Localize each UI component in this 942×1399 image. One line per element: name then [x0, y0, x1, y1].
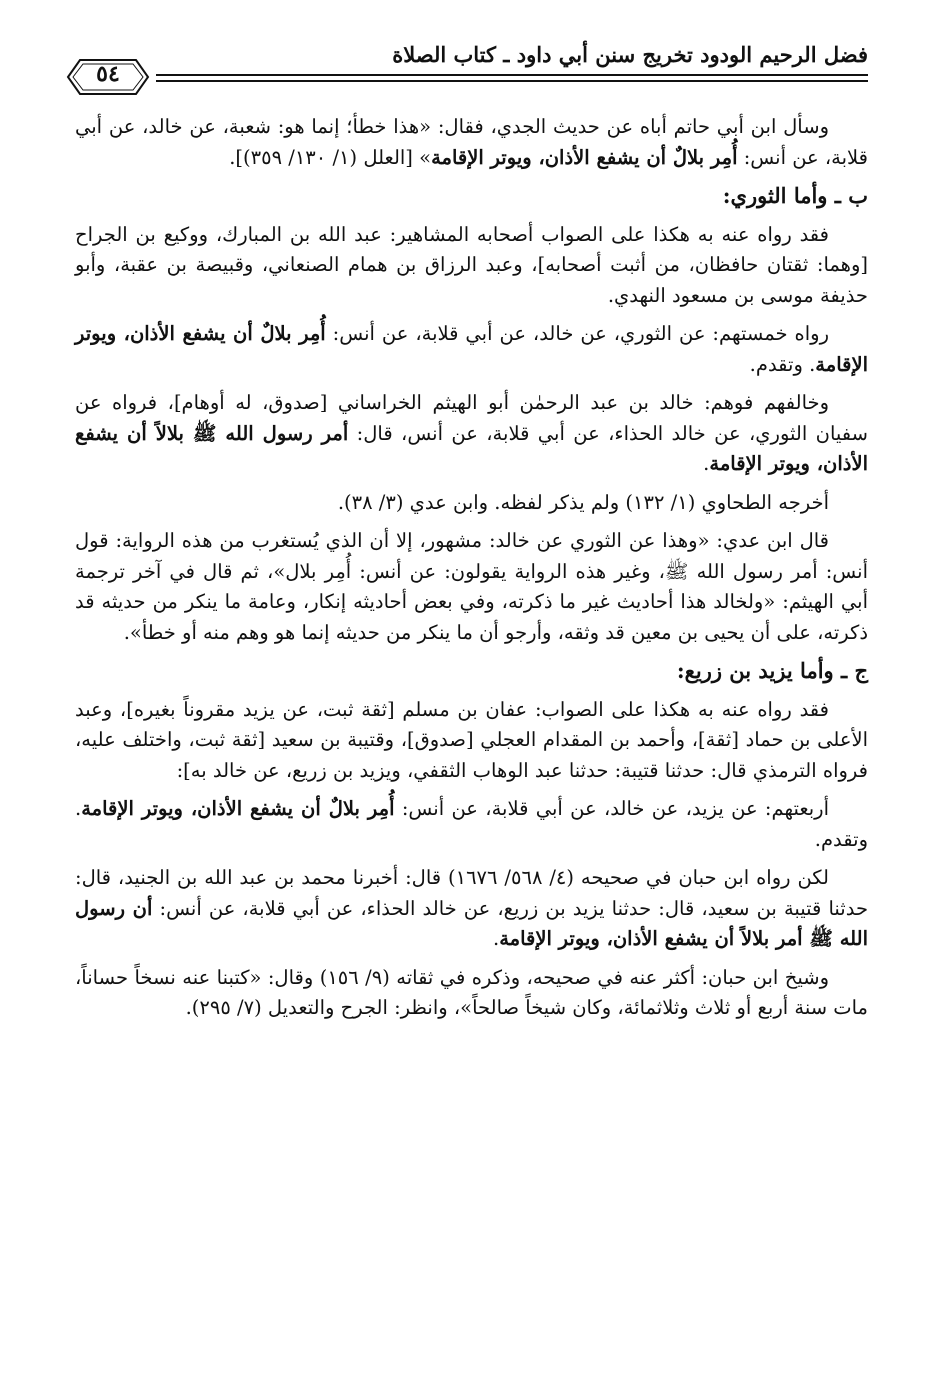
section-heading: ج ـ وأما يزيد بن زريع: — [676, 658, 868, 683]
paragraph: قال ابن عدي: «وهذا عن الثوري عن خالد: مشهور، إلا أن الذي يُستغرب من هذه الرواية: قول أنس: أمر رسول الله ﷺ، وغير هذه الرواية يقولون: عن أنس: أُمِر بلال»، ثم قال في آخر ترجمة أبي الهيثم: «ولخالد هذا أحاديث غير ما ذكرته، وفي بعض أحاديثه إنكار، وعامة ما ينكر من حديثه قد ذكرته، على أن يحيى بن معين قد وثقه، وأرجو أن ما ينكر من حديثه إنما هو وهم منه أو خطأ». — [75, 529, 868, 644]
paragraph: فقد رواه عنه به هكذا على الصواب: عفان بن مسلم [ثقة ثبت، عن يزيد مقروناً بغيره]، وعبد الأعلى بن حماد [ثقة]، وأحمد بن المقدام العجلي [صدوق]، وقتيبة بن سعيد [ثقة ثبت، واختلف عليه، فرواه الترمذي قال: حدثنا قتيبة: حدثنا عبد الوهاب الثقفي، ويزيد بن زريع، عن خالد به]: — [75, 697, 868, 782]
paragraph: فقد رواه عنه به هكذا على الصواب أصحابه المشاهير: عبد الله بن المبارك، ووكيع بن الجراح [وهما: ثقتان حافظان، من أثبت أصحابه]، وعبد الرزاق بن همام الصنعاني، وقبيصة بن عقبة، وأبو حذيفة موسى بن مسعود النهدي. — [75, 222, 868, 307]
page-number: ٥٤ — [96, 61, 120, 87]
header-rule-double — [60, 80, 868, 82]
hadith-text: أُمِر بلالٌ أن يشفع الأذان، ويوتر الإقامة — [431, 145, 738, 169]
text-run: . — [703, 452, 710, 475]
paragraph: أخرجه الطحاوي (١/ ١٣٢) ولم يذكر لفظه. وابن عدي (٣/ ٣٨). — [337, 490, 829, 514]
paragraph — [75, 863, 868, 955]
header-rule — [60, 74, 868, 76]
page-number-badge — [60, 56, 156, 98]
running-title: فضل الرحيم الودود تخريج سنن أبي داود ـ كتاب الصلاة — [392, 42, 868, 67]
hadith-text: أُمِر بلالٌ أن يشفع الأذان، ويوتر الإقامة — [75, 322, 868, 376]
text-run: . — [492, 927, 500, 950]
paragraph — [75, 794, 868, 855]
hadith-text: أن رسول الله ﷺ أمر بلالاً أن يشفع الأذان، ويوتر الإقامة — [75, 896, 868, 950]
text-run: » [العلل (١/ ١٣٠/ ٣٥٩)]. — [229, 145, 432, 169]
hadith-text: أمر رسول الله ﷺ بلالاً أن يشفع الأذان، ويوتر الإقامة — [75, 421, 868, 475]
section-heading: ب ـ وأما الثوري: — [722, 183, 868, 208]
paragraph — [75, 112, 868, 173]
text-run: وخالفهم فوهم: خالد بن عبد الرحمٰن أبو الهيثم الخراساني [صدوق، له أوهام]، فرواه عن سفيان الثوري، عن خالد الحذاء، عن أبي قلابة، عن أنس، قال: — [75, 391, 868, 445]
hadith-text: أُمِر بلالٌ أن يشفع الأذان، ويوتر الإقامة — [81, 797, 395, 820]
paragraph — [75, 388, 868, 480]
paragraph — [75, 319, 868, 380]
page-body — [75, 112, 868, 1032]
text-run: لكن رواه ابن حبان في صحيحه (٤/ ٥٦٨/ ١٦٧٦) قال: أخبرنا محمد بن عبد الله بن الجنيد، قال: حدثنا قتيبة بن سعيد، قال: حدثنا يزيد بن زريع، عن خالد الحذاء، عن أبي قلابة، عن أنس: — [75, 866, 868, 920]
text-run: وسأل ابن أبي حاتم أباه عن حديث الجدي، فقال: «هذا خطأ؛ إنما هو: شعبة، عن خالد، عن أبي قلابة، عن أنس: — [75, 115, 868, 169]
paragraph: وشيخ ابن حبان: أكثر عنه في صحيحه، وذكره في ثقاته (٩/ ١٥٦) وقال: «كتبنا عنه نسخاً حساناً، مات سنة أربع أو ثلاث وثلاثمائة، وكان شيخاً صالحاً»، وانظر: الجرح والتعديل (٧/ ٢٩٥). — [75, 965, 868, 1019]
text-run: أربعتهم: عن يزيد، عن خالد، عن أبي قلابة، عن أنس: — [394, 797, 830, 820]
page-header — [60, 30, 868, 104]
text-run: . وتقدم. — [749, 352, 816, 376]
text-run: . وتقدم. — [75, 797, 868, 851]
text-run: رواه خمستهم: عن الثوري، عن خالد، عن أبي قلابة، عن أنس: — [325, 322, 829, 345]
